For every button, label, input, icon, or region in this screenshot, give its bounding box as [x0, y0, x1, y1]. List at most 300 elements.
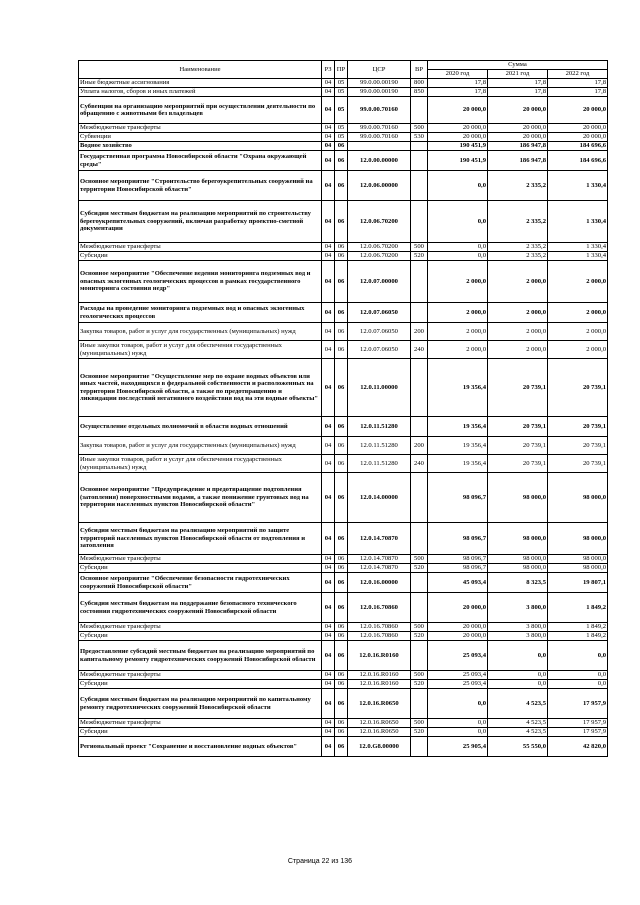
cell-vr	[411, 142, 428, 151]
cell-2020: 19 356,4	[428, 455, 488, 473]
cell-2021: 20 000,0	[488, 124, 548, 133]
cell-2022: 17 957,9	[548, 728, 608, 737]
cell-2020: 2 000,0	[428, 323, 488, 341]
cell-csr: 12.0.06.70200	[348, 243, 411, 252]
cell-name: Субсидии	[79, 728, 322, 737]
table-body	[79, 79, 608, 757]
table-row	[79, 359, 608, 417]
table-row	[79, 455, 608, 473]
cell-vr: 500	[411, 555, 428, 564]
cell-csr: 12.0.16.70860	[348, 632, 411, 641]
cell-vr: 520	[411, 728, 428, 737]
cell-pr: 05	[335, 97, 348, 124]
cell-2021: 20 000,0	[488, 97, 548, 124]
cell-rz: 04	[322, 323, 335, 341]
cell-vr: 520	[411, 680, 428, 689]
cell-2022: 1 330,4	[548, 171, 608, 201]
table-row	[79, 151, 608, 171]
cell-2022: 20 739,1	[548, 359, 608, 417]
cell-csr: 12.0.16.R0160	[348, 671, 411, 680]
table-row	[79, 124, 608, 133]
cell-pr: 06	[335, 593, 348, 623]
cell-pr: 06	[335, 632, 348, 641]
cell-vr: 240	[411, 341, 428, 359]
cell-rz: 04	[322, 151, 335, 171]
cell-vr	[411, 201, 428, 243]
cell-2020: 0,0	[428, 728, 488, 737]
cell-rz: 04	[322, 97, 335, 124]
cell-2021: 8 323,5	[488, 573, 548, 593]
table-row	[79, 473, 608, 523]
cell-name: Уплата налогов, сборов и иных платежей	[79, 88, 322, 97]
cell-rz: 04	[322, 593, 335, 623]
cell-rz: 04	[322, 719, 335, 728]
cell-2021: 2 335,2	[488, 243, 548, 252]
cell-rz: 04	[322, 437, 335, 455]
cell-rz: 04	[322, 632, 335, 641]
cell-csr: 12.0.07.06050	[348, 323, 411, 341]
table-row	[79, 564, 608, 573]
cell-rz: 04	[322, 261, 335, 303]
cell-rz: 04	[322, 142, 335, 151]
cell-csr: 12.0.16.R0160	[348, 641, 411, 671]
cell-vr	[411, 523, 428, 555]
cell-rz: 04	[322, 671, 335, 680]
cell-pr: 05	[335, 133, 348, 142]
cell-csr: 12.0.11.51280	[348, 455, 411, 473]
cell-2021: 0,0	[488, 680, 548, 689]
cell-rz: 04	[322, 737, 335, 757]
cell-2021: 0,0	[488, 671, 548, 680]
cell-2022: 17,8	[548, 88, 608, 97]
cell-2020: 19 356,4	[428, 417, 488, 437]
cell-name: Основное мероприятие "Строительство берегоукрепительных сооружений на территории Новосибирской области"	[79, 171, 322, 201]
cell-rz: 04	[322, 473, 335, 523]
cell-pr: 06	[335, 564, 348, 573]
cell-2020: 45 093,4	[428, 573, 488, 593]
cell-name: Закупка товаров, работ и услуг для государственных (муниципальных) нужд	[79, 437, 322, 455]
cell-2020: 17,8	[428, 79, 488, 88]
cell-pr: 06	[335, 252, 348, 261]
cell-2021: 20 739,1	[488, 437, 548, 455]
cell-2020: 0,0	[428, 252, 488, 261]
table-row	[79, 573, 608, 593]
cell-2021: 2 335,2	[488, 201, 548, 243]
cell-2021: 2 000,0	[488, 261, 548, 303]
cell-pr: 06	[335, 719, 348, 728]
cell-pr: 06	[335, 417, 348, 437]
cell-csr: 12.0.16.R0650	[348, 728, 411, 737]
table-row	[79, 88, 608, 97]
cell-2022: 20 000,0	[548, 97, 608, 124]
cell-pr: 06	[335, 261, 348, 303]
cell-2022: 0,0	[548, 671, 608, 680]
cell-2020: 20 000,0	[428, 593, 488, 623]
cell-rz: 04	[322, 728, 335, 737]
table-row	[79, 243, 608, 252]
cell-rz: 04	[322, 523, 335, 555]
cell-vr	[411, 573, 428, 593]
table-row	[79, 171, 608, 201]
cell-csr	[348, 142, 411, 151]
cell-2021: 17,8	[488, 79, 548, 88]
cell-rz: 04	[322, 573, 335, 593]
cell-csr: 99.0.00.70160	[348, 124, 411, 133]
cell-csr: 12.0.16.R0160	[348, 680, 411, 689]
cell-2022: 19 807,1	[548, 573, 608, 593]
cell-csr: 12.0.16.R0650	[348, 689, 411, 719]
cell-name: Иные закупки товаров, работ и услуг для обеспечения государственных (муниципальных) нужд	[79, 341, 322, 359]
cell-2020: 2 000,0	[428, 303, 488, 323]
cell-rz: 04	[322, 341, 335, 359]
cell-2022: 20 739,1	[548, 455, 608, 473]
cell-rz: 04	[322, 555, 335, 564]
cell-2021: 0,0	[488, 641, 548, 671]
cell-2021: 2 000,0	[488, 303, 548, 323]
cell-vr	[411, 593, 428, 623]
cell-csr: 99.0.00.70160	[348, 133, 411, 142]
cell-2021: 2 000,0	[488, 341, 548, 359]
cell-vr	[411, 97, 428, 124]
cell-2022: 20 739,1	[548, 417, 608, 437]
cell-vr: 200	[411, 323, 428, 341]
cell-name: Основное мероприятие "Обеспечение ведения мониторинга подземных вод и опасных экзогенных геологических процессов в рамках государственного мониторинга состояния недр"	[79, 261, 322, 303]
cell-vr: 500	[411, 124, 428, 133]
cell-2021: 186 947,8	[488, 151, 548, 171]
cell-vr: 500	[411, 243, 428, 252]
cell-2022: 98 000,0	[548, 523, 608, 555]
cell-vr: 520	[411, 564, 428, 573]
cell-rz: 04	[322, 171, 335, 201]
cell-csr: 12.0.14.70870	[348, 555, 411, 564]
header-csr: ЦСР	[348, 61, 411, 79]
cell-2021: 20 739,1	[488, 455, 548, 473]
cell-name: Межбюджетные трансферты	[79, 719, 322, 728]
table-row	[79, 523, 608, 555]
cell-name: Предоставление субсидий местным бюджетам на реализацию мероприятий по капитальному ремонту гидротехнических сооружений Новосибирской области	[79, 641, 322, 671]
cell-2020: 20 000,0	[428, 623, 488, 632]
cell-name: Субсидии	[79, 632, 322, 641]
cell-csr: 12.0.11.00000	[348, 359, 411, 417]
cell-vr	[411, 151, 428, 171]
cell-name: Межбюджетные трансферты	[79, 555, 322, 564]
cell-pr: 05	[335, 79, 348, 88]
header-name: Наименование	[79, 61, 322, 79]
table-row	[79, 133, 608, 142]
cell-pr: 06	[335, 737, 348, 757]
cell-2020: 25 093,4	[428, 680, 488, 689]
header-year-2022: 2022 год	[548, 70, 608, 79]
cell-2021: 98 000,0	[488, 564, 548, 573]
cell-2021: 3 800,0	[488, 593, 548, 623]
table-row	[79, 97, 608, 124]
cell-name: Межбюджетные трансферты	[79, 671, 322, 680]
table-row	[79, 341, 608, 359]
cell-2022: 184 696,6	[548, 151, 608, 171]
cell-2021: 3 800,0	[488, 623, 548, 632]
table-row	[79, 437, 608, 455]
budget-table	[78, 60, 608, 757]
cell-rz: 04	[322, 243, 335, 252]
cell-2021: 4 523,5	[488, 728, 548, 737]
cell-rz: 04	[322, 623, 335, 632]
header-year-2020: 2020 год	[428, 70, 488, 79]
cell-name: Межбюджетные трансферты	[79, 243, 322, 252]
cell-vr: 520	[411, 252, 428, 261]
cell-name: Закупка товаров, работ и услуг для государственных (муниципальных) нужд	[79, 323, 322, 341]
header-rz: РЗ	[322, 61, 335, 79]
cell-vr	[411, 473, 428, 523]
cell-name: Основное мероприятие "Предупреждение и предотвращение подтопления (затопления) поверхностными водами, а также понижение грунтовых вод на территории населенных пунктов Новосибирской области"	[79, 473, 322, 523]
table-row	[79, 680, 608, 689]
cell-vr	[411, 689, 428, 719]
cell-2020: 190 451,9	[428, 142, 488, 151]
cell-2021: 4 523,5	[488, 719, 548, 728]
cell-2020: 19 356,4	[428, 437, 488, 455]
cell-2020: 0,0	[428, 689, 488, 719]
cell-pr: 06	[335, 671, 348, 680]
cell-csr: 12.0.07.06050	[348, 303, 411, 323]
table-row	[79, 719, 608, 728]
cell-name: Субсидии местным бюджетам на реализацию мероприятий по капитальному ремонту гидротехнических сооружений Новосибирской области	[79, 689, 322, 719]
cell-2022: 17,8	[548, 79, 608, 88]
cell-name: Субсидии местным бюджетам на реализацию мероприятий по защите территорий населенных пунктов Новосибирской области от подтопления и затопления	[79, 523, 322, 555]
cell-2020: 98 096,7	[428, 523, 488, 555]
cell-name: Основное мероприятие "Осуществление мер по охране водных объектов или иных частей, находящихся в федеральной собственности и расположенных на территории Новосибирской области, а также по предотвращению и ликвидации последствий негативного воздействия вод на эти водные объекты"	[79, 359, 322, 417]
cell-2022: 17 957,9	[548, 719, 608, 728]
cell-pr: 06	[335, 303, 348, 323]
cell-name: Межбюджетные трансферты	[79, 124, 322, 133]
cell-pr: 06	[335, 171, 348, 201]
cell-name: Иные бюджетные ассигнования	[79, 79, 322, 88]
table-row	[79, 671, 608, 680]
cell-rz: 04	[322, 133, 335, 142]
cell-vr	[411, 261, 428, 303]
cell-name: Межбюджетные трансферты	[79, 623, 322, 632]
cell-2020: 98 096,7	[428, 564, 488, 573]
cell-pr: 06	[335, 243, 348, 252]
cell-2021: 98 000,0	[488, 523, 548, 555]
cell-pr: 06	[335, 623, 348, 632]
cell-csr: 12.0.16.70860	[348, 623, 411, 632]
cell-2020: 20 000,0	[428, 632, 488, 641]
page-footer: Страница 22 из 136	[287, 858, 353, 865]
cell-2022: 1 330,4	[548, 252, 608, 261]
cell-pr: 06	[335, 201, 348, 243]
cell-pr: 06	[335, 437, 348, 455]
cell-pr: 06	[335, 689, 348, 719]
cell-rz: 04	[322, 641, 335, 671]
cell-vr	[411, 737, 428, 757]
cell-name: Субсидии местным бюджетам на поддержание безопасного технического состояния гидротехнических сооружений Новосибирской области	[79, 593, 322, 623]
cell-vr	[411, 171, 428, 201]
cell-2020: 0,0	[428, 243, 488, 252]
cell-rz: 04	[322, 359, 335, 417]
cell-pr: 05	[335, 88, 348, 97]
cell-name: Субсидии	[79, 564, 322, 573]
cell-vr: 500	[411, 623, 428, 632]
header-vr: ВР	[411, 61, 428, 79]
cell-rz: 04	[322, 252, 335, 261]
cell-2020: 17,8	[428, 88, 488, 97]
table-row	[79, 641, 608, 671]
cell-csr: 12.0.06.00000	[348, 171, 411, 201]
cell-2022: 2 000,0	[548, 303, 608, 323]
table-row	[79, 323, 608, 341]
cell-vr	[411, 359, 428, 417]
cell-2022: 2 000,0	[548, 341, 608, 359]
cell-2022: 42 820,0	[548, 737, 608, 757]
cell-pr: 06	[335, 359, 348, 417]
cell-csr: 12.0.16.00000	[348, 573, 411, 593]
table-row	[79, 555, 608, 564]
table-row	[79, 261, 608, 303]
cell-2020: 190 451,9	[428, 151, 488, 171]
cell-pr: 06	[335, 341, 348, 359]
cell-name: Иные закупки товаров, работ и услуг для обеспечения государственных (муниципальных) нужд	[79, 455, 322, 473]
cell-vr: 500	[411, 719, 428, 728]
cell-pr: 06	[335, 555, 348, 564]
cell-csr: 12.0.11.51280	[348, 437, 411, 455]
cell-csr: 12.0.G8.00000	[348, 737, 411, 757]
cell-2020: 0,0	[428, 171, 488, 201]
cell-2020: 20 000,0	[428, 97, 488, 124]
cell-rz: 04	[322, 689, 335, 719]
cell-csr: 12.0.14.70870	[348, 523, 411, 555]
cell-csr: 12.0.07.00000	[348, 261, 411, 303]
cell-2022: 2 000,0	[548, 323, 608, 341]
cell-csr: 12.0.16.R0650	[348, 719, 411, 728]
cell-csr: 12.0.06.70200	[348, 252, 411, 261]
cell-2022: 98 000,0	[548, 473, 608, 523]
cell-2022: 1 330,4	[548, 243, 608, 252]
cell-vr: 800	[411, 79, 428, 88]
cell-2021: 2 335,2	[488, 252, 548, 261]
cell-2022: 20 000,0	[548, 133, 608, 142]
cell-2022: 2 000,0	[548, 261, 608, 303]
cell-2021: 186 947,8	[488, 142, 548, 151]
cell-csr: 99.0.00.00190	[348, 88, 411, 97]
cell-2020: 20 000,0	[428, 133, 488, 142]
cell-rz: 04	[322, 79, 335, 88]
cell-name: Осуществление отдельных полномочий в области водных отношений	[79, 417, 322, 437]
cell-rz: 04	[322, 417, 335, 437]
header-year-2021: 2021 год	[488, 70, 548, 79]
table-row	[79, 417, 608, 437]
cell-2020: 0,0	[428, 719, 488, 728]
cell-vr: 520	[411, 632, 428, 641]
cell-2021: 3 800,0	[488, 632, 548, 641]
cell-name: Субвенции	[79, 133, 322, 142]
table-row	[79, 689, 608, 719]
cell-pr: 06	[335, 142, 348, 151]
table-row	[79, 142, 608, 151]
cell-name: Региональный проект "Сохранение и восстановление водных объектов"	[79, 737, 322, 757]
cell-rz: 04	[322, 680, 335, 689]
header-sum: Сумма	[428, 61, 608, 70]
cell-2021: 2 000,0	[488, 323, 548, 341]
cell-2022: 98 000,0	[548, 555, 608, 564]
cell-vr: 240	[411, 455, 428, 473]
cell-2022: 0,0	[548, 680, 608, 689]
cell-pr: 06	[335, 523, 348, 555]
cell-pr: 06	[335, 323, 348, 341]
cell-pr: 05	[335, 124, 348, 133]
cell-rz: 04	[322, 564, 335, 573]
cell-name: Субсидии местным бюджетам на реализацию мероприятий по строительству берегоукрепительных сооружений, включая разработку проектно-сметной документации	[79, 201, 322, 243]
cell-pr: 06	[335, 641, 348, 671]
cell-vr: 200	[411, 437, 428, 455]
cell-csr: 12.0.06.70200	[348, 201, 411, 243]
cell-2022: 20 000,0	[548, 124, 608, 133]
cell-2022: 1 330,4	[548, 201, 608, 243]
cell-2021: 20 000,0	[488, 133, 548, 142]
cell-2020: 2 000,0	[428, 341, 488, 359]
cell-pr: 06	[335, 680, 348, 689]
table-row	[79, 201, 608, 243]
cell-2022: 184 696,6	[548, 142, 608, 151]
table-row	[79, 728, 608, 737]
table-row	[79, 632, 608, 641]
cell-name: Субвенции на организацию мероприятий при осуществлении деятельности по обращению с животными без владельцев	[79, 97, 322, 124]
cell-name: Государственная программа Новосибирской области "Охрана окружающей среды"	[79, 151, 322, 171]
cell-2020: 25 093,4	[428, 671, 488, 680]
header-pr: ПР	[335, 61, 348, 79]
cell-vr: 530	[411, 133, 428, 142]
cell-rz: 04	[322, 88, 335, 97]
table-row	[79, 593, 608, 623]
cell-vr	[411, 641, 428, 671]
cell-2021: 2 335,2	[488, 171, 548, 201]
cell-2022: 98 000,0	[548, 564, 608, 573]
cell-2020: 98 096,7	[428, 473, 488, 523]
cell-vr: 500	[411, 671, 428, 680]
cell-2021: 20 739,1	[488, 417, 548, 437]
cell-csr: 99.0.00.70160	[348, 97, 411, 124]
table-row	[79, 303, 608, 323]
cell-name: Субсидии	[79, 680, 322, 689]
cell-2020: 98 096,7	[428, 555, 488, 564]
cell-pr: 06	[335, 151, 348, 171]
cell-2020: 0,0	[428, 201, 488, 243]
cell-vr	[411, 417, 428, 437]
cell-2021: 98 000,0	[488, 473, 548, 523]
cell-csr: 12.0.00.00000	[348, 151, 411, 171]
cell-2020: 19 356,4	[428, 359, 488, 417]
cell-2022: 1 849,2	[548, 593, 608, 623]
cell-2021: 17,8	[488, 88, 548, 97]
cell-2020: 2 000,0	[428, 261, 488, 303]
cell-2022: 1 849,2	[548, 632, 608, 641]
cell-2021: 20 739,1	[488, 359, 548, 417]
cell-name: Субсидии	[79, 252, 322, 261]
cell-2021: 55 550,0	[488, 737, 548, 757]
cell-2022: 17 957,9	[548, 689, 608, 719]
cell-2020: 25 093,4	[428, 641, 488, 671]
cell-csr: 12.0.11.51280	[348, 417, 411, 437]
table-row	[79, 623, 608, 632]
cell-name: Расходы на проведение мониторинга подземных вод и опасных экзогенных геологических процессов	[79, 303, 322, 323]
cell-pr: 06	[335, 728, 348, 737]
cell-name: Основное мероприятие "Обеспечение безопасности гидротехнических сооружений Новосибирской области"	[79, 573, 322, 593]
cell-rz: 04	[322, 303, 335, 323]
cell-csr: 12.0.16.70860	[348, 593, 411, 623]
cell-rz: 04	[322, 201, 335, 243]
table-row	[79, 737, 608, 757]
cell-rz: 04	[322, 124, 335, 133]
cell-2021: 4 523,5	[488, 689, 548, 719]
cell-2020: 25 905,4	[428, 737, 488, 757]
